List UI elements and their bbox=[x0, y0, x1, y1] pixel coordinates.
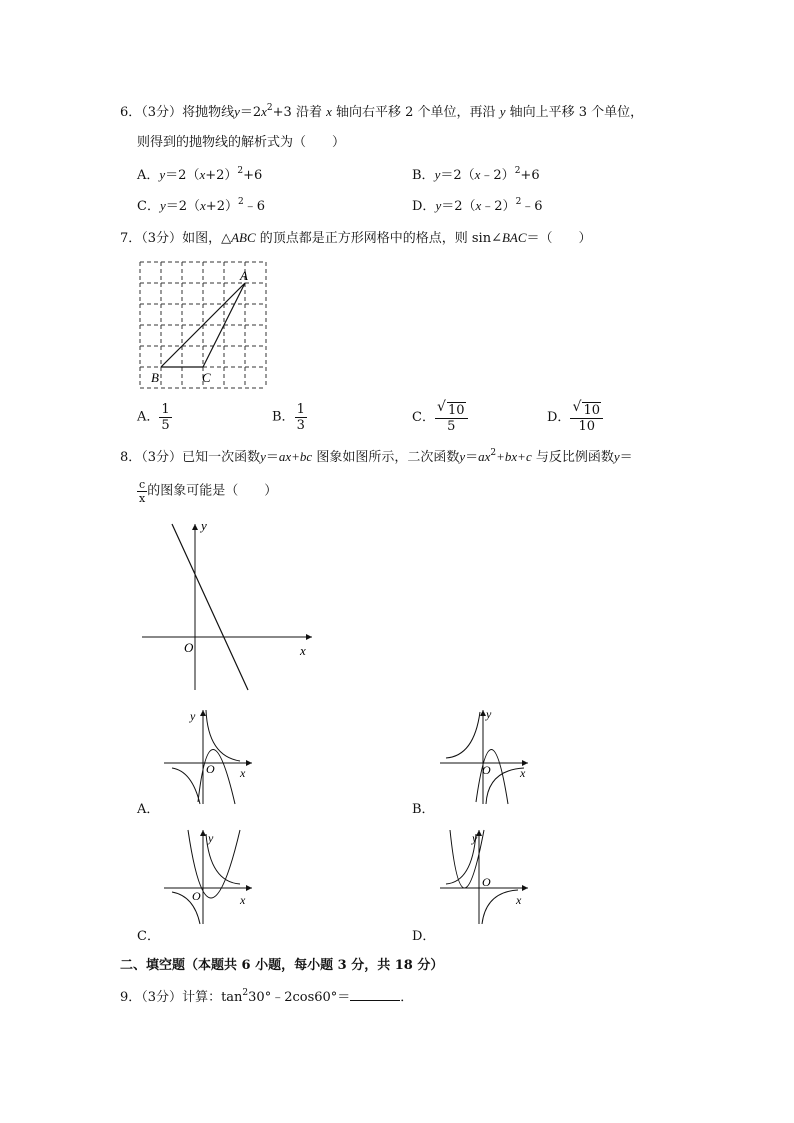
linear-function-line bbox=[172, 524, 248, 690]
q8-line1: 8．（3分）已知一次函数y＝ax+bc 图象如图所示，二次函数$y=ax^2+bx+c$ 与反比例函数y＝ bbox=[120, 448, 633, 465]
q8-line2: $\frac{c}{x}$ 的图象可能是（ ） bbox=[139, 478, 278, 505]
q8-graph-a bbox=[160, 706, 260, 806]
svg-text:O: O bbox=[482, 875, 491, 889]
q9-answer-blank[interactable] bbox=[350, 988, 400, 1001]
vertex-c-label: C bbox=[202, 370, 211, 385]
svg-text:x: x bbox=[516, 893, 522, 907]
svg-text:O: O bbox=[482, 763, 491, 777]
svg-text:y: y bbox=[472, 831, 478, 845]
x-axis-label: x bbox=[300, 643, 306, 658]
q6-option-b: B．y＝2（x﹣2）$^2$+6 bbox=[412, 166, 540, 183]
q7-option-b: B． $\frac{1}{3}$ bbox=[272, 402, 305, 433]
origin-label: O bbox=[184, 640, 194, 655]
q8-graph-c bbox=[160, 826, 260, 926]
svg-text:x: x bbox=[240, 893, 246, 907]
q8-graph-b bbox=[436, 706, 536, 806]
svg-text:x: x bbox=[520, 766, 526, 780]
q8-option-c: C． bbox=[137, 929, 160, 944]
vertex-b-label: B bbox=[151, 370, 159, 385]
svg-text:y: y bbox=[190, 709, 196, 723]
q8-option-d: D． bbox=[412, 929, 436, 944]
q7-option-d: D． √ 10 10 bbox=[547, 402, 603, 434]
section-2-heading: 二、填空题（本题共 6 小题，每小题 3 分，共 18 分） bbox=[120, 958, 444, 973]
q6-option-a: A．$y=2(x+2)^2+6$ bbox=[137, 166, 263, 183]
q7-stem: 7．（3分）如图，△ABC 的顶点都是正方形网格中的格点，则 sin∠BAC＝（ ） bbox=[120, 230, 592, 246]
q6-option-d: D．y＝2（x﹣2）$^2$﹣6 bbox=[412, 197, 543, 214]
q9-stem: 9．（3分）计算：$\tan^230^\circ﹣2\cos 60^\circ=$ ． bbox=[120, 988, 414, 1005]
y-axis-label: y bbox=[201, 518, 207, 533]
q7-grid-figure bbox=[136, 258, 276, 394]
q8-linear-graph bbox=[140, 518, 320, 694]
q6-line1: 6．（3分）将抛物线$y=2x^2+3$ 沿着 x 轴向右平移 2 个单位，再沿 y 轴向上平移 3 个单位， bbox=[120, 103, 644, 120]
q7-option-c: C． √ 10 5 bbox=[412, 402, 468, 434]
svg-text:O: O bbox=[206, 762, 215, 776]
svg-text:y: y bbox=[486, 707, 492, 721]
q8-option-b: B． bbox=[412, 802, 435, 817]
q8-option-a: A． bbox=[137, 802, 160, 817]
q8-graph-d bbox=[436, 826, 536, 926]
vertex-a-label: A bbox=[240, 268, 248, 283]
svg-text:O: O bbox=[192, 889, 201, 903]
q6-option-c: C．$y=2(x+2)^2﹣6$ bbox=[137, 197, 265, 214]
svg-text:x: x bbox=[240, 766, 246, 780]
q7-option-a: A． $\frac{1}{5}$ bbox=[137, 402, 170, 433]
svg-text:y: y bbox=[208, 831, 214, 845]
q6-line2: 则得到的抛物线的解析式为（ ） bbox=[137, 135, 346, 150]
